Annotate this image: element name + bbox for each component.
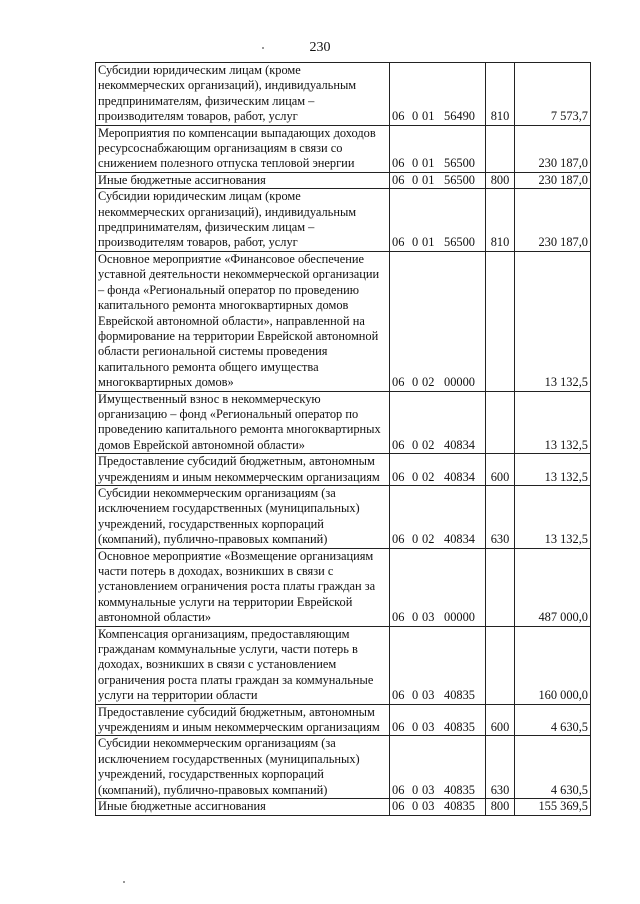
code-part: 40835 bbox=[444, 799, 475, 814]
code-part: 06 bbox=[392, 469, 405, 484]
code-part: 0 bbox=[412, 532, 419, 547]
row-amount: 4 630,5 bbox=[515, 736, 591, 799]
code-part: 0 bbox=[412, 235, 419, 250]
code-part: 0 bbox=[412, 172, 419, 187]
code-part: 06 bbox=[392, 688, 405, 703]
code-part: 06 bbox=[392, 437, 405, 452]
code-part: 00000 bbox=[444, 375, 475, 390]
table-row bbox=[96, 485, 591, 548]
row-description: Субсидии юридическим лицам (кроме некоммерческих организаций), индивидуальным предпринимателям, физическим лицам – производителям товаров, работ, услуг bbox=[96, 189, 390, 252]
code-part: 06 bbox=[392, 109, 405, 124]
row-classification-code bbox=[390, 704, 486, 736]
code-part: 40834 bbox=[444, 532, 475, 547]
code-part: 03 bbox=[422, 799, 435, 814]
row-amount: 155 369,5 bbox=[515, 799, 591, 815]
row-description: Компенсация организациям, предоставляющим гражданам коммунальные услуги, части потерь в доходах, возникших в связи с установлением ограничения роста платы граждан за коммунальные услуги на территории области bbox=[96, 626, 390, 704]
table-row bbox=[96, 454, 591, 486]
row-description: Иные бюджетные ассигнования bbox=[96, 172, 390, 188]
code-part: 0 bbox=[412, 782, 419, 797]
code-part: 02 bbox=[422, 532, 435, 547]
row-classification-code bbox=[390, 485, 486, 548]
row-classification-code bbox=[390, 548, 486, 626]
scan-speck bbox=[262, 47, 264, 49]
row-expense-type: 800 bbox=[486, 172, 515, 188]
row-amount: 230 187,0 bbox=[515, 172, 591, 188]
code-part: 40834 bbox=[444, 469, 475, 484]
row-classification-code bbox=[390, 125, 486, 172]
code-part: 56500 bbox=[444, 156, 475, 171]
row-amount: 230 187,0 bbox=[515, 189, 591, 252]
code-part: 01 bbox=[422, 172, 435, 187]
row-amount: 13 132,5 bbox=[515, 251, 591, 391]
code-part: 06 bbox=[392, 799, 405, 814]
row-expense-type: 600 bbox=[486, 704, 515, 736]
row-expense-type bbox=[486, 125, 515, 172]
row-classification-code bbox=[390, 454, 486, 486]
budget-table bbox=[95, 62, 591, 816]
row-amount: 13 132,5 bbox=[515, 454, 591, 486]
code-part: 0 bbox=[412, 156, 419, 171]
row-expense-type bbox=[486, 251, 515, 391]
code-part: 0 bbox=[412, 109, 419, 124]
row-description: Субсидии некоммерческим организациям (за исключением государственных (муниципальных) учреждений, государственных корпораций (компаний), публично-правовых компаний) bbox=[96, 736, 390, 799]
code-part: 0 bbox=[412, 688, 419, 703]
table-row bbox=[96, 125, 591, 172]
code-part: 0 bbox=[412, 437, 419, 452]
row-expense-type: 600 bbox=[486, 454, 515, 486]
code-part: 56500 bbox=[444, 235, 475, 250]
code-part: 03 bbox=[422, 782, 435, 797]
row-expense-type bbox=[486, 626, 515, 704]
row-classification-code bbox=[390, 251, 486, 391]
row-amount: 13 132,5 bbox=[515, 485, 591, 548]
code-part: 0 bbox=[412, 610, 419, 625]
table-row bbox=[96, 704, 591, 736]
code-part: 01 bbox=[422, 235, 435, 250]
row-expense-type: 810 bbox=[486, 189, 515, 252]
row-amount: 487 000,0 bbox=[515, 548, 591, 626]
row-expense-type bbox=[486, 391, 515, 454]
row-description: Предоставление субсидий бюджетным, автономным учреждениям и иным некоммерческим организациям bbox=[96, 454, 390, 486]
code-part: 40835 bbox=[444, 782, 475, 797]
code-part: 03 bbox=[422, 688, 435, 703]
code-part: 40835 bbox=[444, 720, 475, 735]
row-expense-type: 630 bbox=[486, 736, 515, 799]
code-part: 03 bbox=[422, 610, 435, 625]
table-row bbox=[96, 626, 591, 704]
code-part: 02 bbox=[422, 469, 435, 484]
row-classification-code bbox=[390, 63, 486, 126]
table-row bbox=[96, 799, 591, 815]
code-part: 01 bbox=[422, 109, 435, 124]
row-classification-code bbox=[390, 391, 486, 454]
row-description: Иные бюджетные ассигнования bbox=[96, 799, 390, 815]
row-amount: 13 132,5 bbox=[515, 391, 591, 454]
code-part: 00000 bbox=[444, 610, 475, 625]
code-part: 06 bbox=[392, 172, 405, 187]
code-part: 56500 bbox=[444, 172, 475, 187]
row-description: Субсидии некоммерческим организациям (за исключением государственных (муниципальных) учреждений, государственных корпораций (компаний), публично-правовых компаний) bbox=[96, 485, 390, 548]
code-part: 0 bbox=[412, 720, 419, 735]
table-row bbox=[96, 548, 591, 626]
code-part: 40835 bbox=[444, 688, 475, 703]
row-expense-type: 810 bbox=[486, 63, 515, 126]
code-part: 02 bbox=[422, 375, 435, 390]
row-description: Мероприятия по компенсации выпадающих доходов ресурсоснабжающим организациям в связи со снижением полезного отпуска тепловой энергии bbox=[96, 125, 390, 172]
code-part: 56490 bbox=[444, 109, 475, 124]
table-row bbox=[96, 391, 591, 454]
code-part: 40834 bbox=[444, 437, 475, 452]
row-description: Субсидии юридическим лицам (кроме некоммерческих организаций), индивидуальным предпринимателям, физическим лицам – производителям товаров, работ, услуг bbox=[96, 63, 390, 126]
page-number: 230 bbox=[309, 40, 331, 55]
code-part: 06 bbox=[392, 782, 405, 797]
table-row bbox=[96, 736, 591, 799]
code-part: 02 bbox=[422, 437, 435, 452]
row-amount: 7 573,7 bbox=[515, 63, 591, 126]
row-expense-type: 630 bbox=[486, 485, 515, 548]
table-row bbox=[96, 63, 591, 126]
code-part: 03 bbox=[422, 720, 435, 735]
row-description: Основное мероприятие «Возмещение организациям части потерь в доходах, возникших в связи с установлением ограничения роста платы граждан за коммунальные услуги на территории Еврейской автономной области» bbox=[96, 548, 390, 626]
table-row bbox=[96, 189, 591, 252]
row-expense-type bbox=[486, 548, 515, 626]
code-part: 06 bbox=[392, 720, 405, 735]
table-row bbox=[96, 172, 591, 188]
code-part: 0 bbox=[412, 799, 419, 814]
row-classification-code bbox=[390, 626, 486, 704]
row-amount: 4 630,5 bbox=[515, 704, 591, 736]
row-classification-code bbox=[390, 172, 486, 188]
row-amount: 160 000,0 bbox=[515, 626, 591, 704]
code-part: 06 bbox=[392, 532, 405, 547]
code-part: 06 bbox=[392, 235, 405, 250]
row-classification-code bbox=[390, 799, 486, 815]
code-part: 0 bbox=[412, 375, 419, 390]
row-classification-code bbox=[390, 189, 486, 252]
code-part: 06 bbox=[392, 375, 405, 390]
code-part: 01 bbox=[422, 156, 435, 171]
row-description: Имущественный взнос в некоммерческую организацию – фонд «Региональный оператор по проведению капитального ремонта многоквартирных домов Еврейской автономной области» bbox=[96, 391, 390, 454]
code-part: 06 bbox=[392, 610, 405, 625]
code-part: 06 bbox=[392, 156, 405, 171]
code-part: 0 bbox=[412, 469, 419, 484]
row-amount: 230 187,0 bbox=[515, 125, 591, 172]
row-classification-code bbox=[390, 736, 486, 799]
row-description: Предоставление субсидий бюджетным, автономным учреждениям и иным некоммерческим организациям bbox=[96, 704, 390, 736]
row-description: Основное мероприятие «Финансовое обеспечение уставной деятельности некоммерческой организации – фонда «Региональный оператор по проведению капитального ремонта многоквартирных домов Еврейской автономной области», направленной на формирование на территории Еврейской автономной области региональной системы проведения капитального ремонта общего имущества многоквартирных домов» bbox=[96, 251, 390, 391]
scan-speck bbox=[123, 881, 125, 883]
row-expense-type: 800 bbox=[486, 799, 515, 815]
table-row bbox=[96, 251, 591, 391]
